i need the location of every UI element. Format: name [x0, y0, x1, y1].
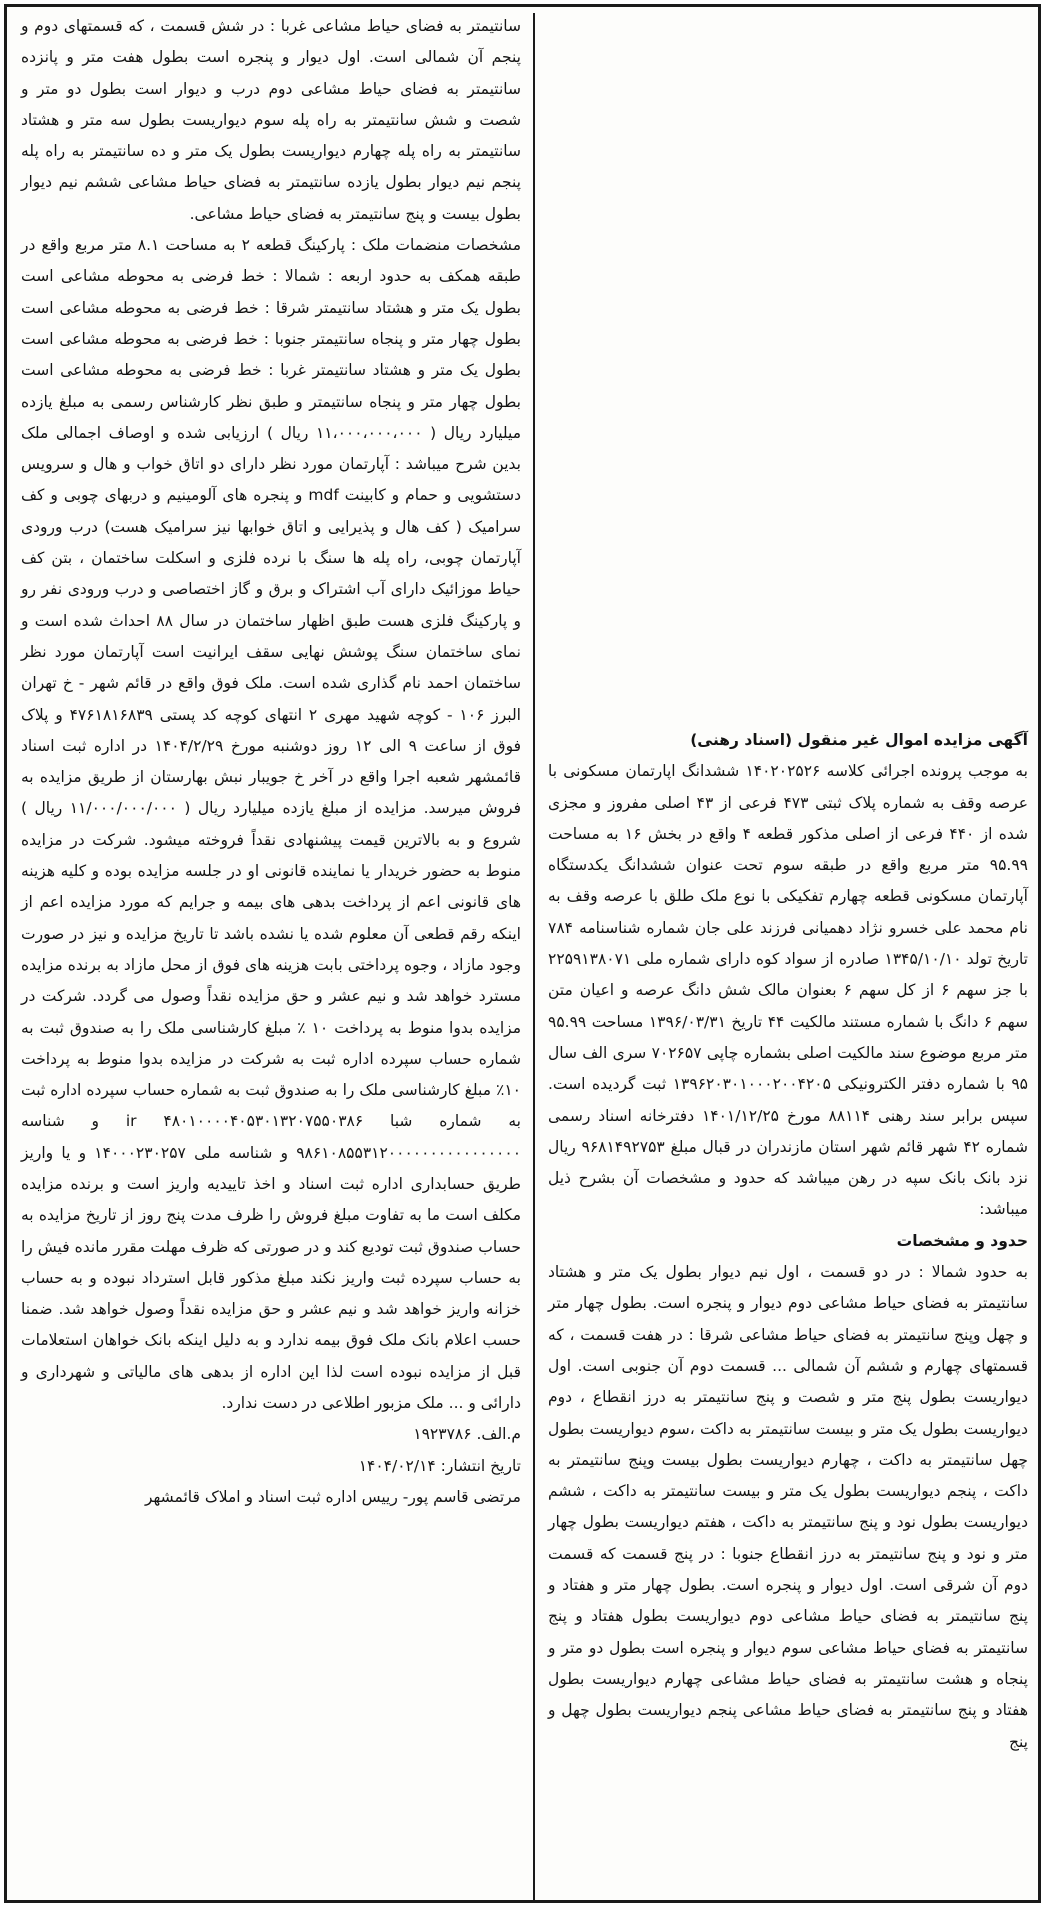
newspaper-clipping: [4, 4, 1041, 1903]
column-divider: [533, 13, 535, 1900]
right-column: [544, 725, 1034, 1897]
left-paragraph-2: مشخصات منضمات ملک : پارکینگ قطعه ۲ به مساحت ۸.۱ متر مربع واقع در طبقه همکف به حدود اربعه : شمالا : خط فرضی به محوطه مشاعی است بطول یک متر و هشتاد سانتیمتر شرقا : خط فرضی به محوطه مشاعی است بطول چهار متر و پنجاه سانتیمتر جنوبا : خط فرضی به محوطه مشاعی است بطول یک متر و هشتاد سانتیمتر غربا : خط فرضی به محوطه مشاعی است بطول چهار متر و پنجاه سانتیمتر و طبق نظر کارشناس رسمی به مبلغ یازده میلیارد ریال ( ۱۱،۰۰۰،۰۰۰،۰۰۰ ریال ) ارزیابی شده و اوصاف اجمالی ملک بدین شرح میباشد : آپارتمان مورد نظر دارای دو اتاق خواب و هال و سرویس دستشویی و حمام و کابینت mdf و پنجره های آلومینیم و دربهای چوبی و کف سرامیک ( کف هال و پذیرایی و اتاق خوابها نیز سرامیک هست) درب ورودی آپارتمان چوبی، راه پله ها سنگ با نرده فلزی و اسکلت ساختمان ، بتن کف حیاط موزائیک دارای آب اشتراک و برق و گاز اختصاصی و درب ورودی نفر رو و پارکینگ فلزی هست طبق اظهار ساختمان در سال ۸۸ احداث شده است و نمای ساختمان سنگ پوشش نهایی سقف ایرانیت است آپارتمان مورد نظر ساختمان احمد نام گذاری شده است. ملک فوق واقع در قائم شهر - خ تهران البرز ۱۰۶ - کوچه شهید مهری ۲ انتهای کوچه کد پستی ۴۷۶۱۸۱۶۸۳۹ و پلاک فوق از ساعت ۹ الی ۱۲ روز دوشنبه مورخ ۱۴۰۴/۲/۲۹ در اداره ثبت اسناد قائمشهر شعبه اجرا واقع در آخر خ جویبار نبش بهارستان از طریق مزایده به فروش میرسد. مزایده از مبلغ یازده میلیارد ریال ( ۱۱/۰۰۰/۰۰۰/۰۰۰ ریال ) شروع و به بالاترین قیمت پیشنهادی نقداً فروخته میشود. شرکت در مزایده منوط به حضور خریدار یا نماینده قانونی او در جلسه مزایده بوده و کلیه هزینه های قانونی اعم از پرداخت بدهی های بیمه و جرایم که مورد مزایده اعم از اینکه رقم قطعی آن معلوم شده یا نشده باشد تا تاریخ مزایده و نیز در صورت وجود مازاد ، وجوه پرداختی بابت هزینه های فوق از محل مازاد به برنده مزایده مسترد خواهد شد و نیم عشر و حق مزایده نقداً وصول می گردد. شرکت در مزایده بدوا منوط به پرداخت ۱۰ ٪ مبلغ کارشناسی ملک را به صندوق ثبت به شماره حساب سپرده اداره ثبت به شرکت در مزایده بدوا منوط به پرداخت ۱۰٪ مبلغ کارشناسی ملک را به صندوق ثبت به شماره حساب سپرده اداره ثبت به شماره شبا ۴۸۰۱۰۰۰۰۴۰۵۳۰۱۳۲۰۷۵۵۰۳۸۶ ir و شناسه ۹۸۶۱۰۸۵۵۳۱۲۰۰۰۰۰۰۰۰۰۰۰۰۰۰۰۰ و شناسه ملی ۱۴۰۰۰۲۳۰۲۵۷ و یا واریز طریق حسابداری اداره ثبت اسناد و اخذ تاییدیه واریز است و برنده مزایده مکلف است ما به تفاوت مبلغ فروش را ظرف مدت پنج روز از تاریخ مزایده به حساب صندوق ثبت تودیع کند و در صورتی که ظرف مهلت مقرر مانده فیش را به حساب سپرده ثبت واریز نکند مبلغ مذکور قابل استرداد نبوده و به حساب خزانه واریز خواهد شد و نیم عشر و حق مزایده نقداً وصول خواهد شد. ضمنا حسب اعلام بانک ملک فوق بیمه ندارد و به دلیل اینکه بانک خواهان استعلامات قبل از مزایده نبوده است لذا این اداره از بدهی های مالیاتی و شهرداری و دارائی و ... ملک مزبور اطلاعی در دست ندارد.: [21, 236, 522, 1413]
boundaries-text: به حدود شمالا : در دو قسمت ، اول نیم دیوار بطول یک متر و هشتاد سانتیمتر به فضای حیاط مشاعی دوم دیوار و پنجره است. بطول چهار متر و چهل وپنج سانتیمتر به فضای حیاط مشاعی شرقا : در هفت قسمت ، که قسمتهای چهارم و ششم آن شمالی ... قسمت دوم آن جنوبی است. اول دیواریست بطول پنج متر و شصت و پنج سانتیمتر به درز انقطاع ، دوم دیواریست بطول یک متر و بیست سانتیمتر به داکت ،سوم دیواریست بطول چهل سانتیمتر به داکت ، چهارم دیواریست بطول بیست وپنج سانتیمتر به داکت ، پنجم دیواریست بطول یک متر و بیست سانتیمتر به داکت ، ششم دیواریست بطول نود و پنج سانتیمتر به داکت ، هفتم دیواریست بطول چهار متر و نود و پنج سانتیمتر به درز انقطاع جنوبا : در پنج قسمت که قسمت دوم آن شرقی است. اول دیوار و پنجره است. بطول چهار متر و هفتاد و پنج سانتیمتر به فضای حیاط مشاعی دوم دیواریست بطول هفتاد و پنج سانتیمتر به فضای حیاط مشاعی سوم دیوار و پنجره است بطول دو متر و پنجاه و هشت سانتیمتر به فضای حیاط مشاعی چهارم دیواریست بطول هفتاد و پنج سانتیمتر به فضای حیاط مشاعی پنجم دیواریست بطول چهل و پنج: [548, 1263, 1028, 1751]
notice-title: آگهی مزایده اموال غیر منقول (اسناد رهنی): [690, 731, 1028, 749]
left-paragraph-1: سانتیمتر به فضای حیاط مشاعی غربا : در شش قسمت ، که قسمتهای دوم و پنجم آن شمالی است. اول دیوار و پنجره است بطول هفت متر و پانزده سانتیمتر به فضای حیاط مشاعی دوم درب و دیوار است بطول دو متر و شصت و شش سانتیمتر به راه پله سوم دیواریست بطول سه متر و هشتاد سانتیمتر به راه پله چهارم دیواریست بطول یک متر و ده سانتیمتر به راه پله پنجم نیم دیوار بطول یازده سانتیمتر به فضای حیاط مشاعی ششم نیم دیوار بطول بیست و پنج سانتیمتر به فضای حیاط مشاعی.: [21, 17, 521, 223]
signature-line: مرتضی قاسم پور- رییس اداره ثبت اسناد و املاک قائمشهر: [144, 1487, 521, 1506]
notice-intro: به موجب پرونده اجرائی کلاسه ۱۴۰۲۰۲۵۲۶ ششدانگ اپارتمان مسکونی با عرصه وقف به شماره پلاک ثبتی ۴۷۳ فرعی از ۴۳ اصلی مفروز و مجزی شده از ۴۴۰ فرعی از اصلی مذکور قطعه ۴ واقع در بخش ۱۶ به مساحت ۹۵.۹۹ متر مربع واقع در طبقه سوم تحت عنوان ششدانگ یکدستگاه آپارتمان مسکونی قطعه چهارم تفکیکی با نوع ملک طلق با عرصه وقف به نام محمد علی خسرو نژاد دهمیانی فرزند علی جان شماره شناسنامه ۷۸۴ تاریخ تولد ۱۳۴۵/۱۰/۱۰ صادره از سواد کوه دارای شماره ملی ۲۲۵۹۱۳۸۰۷۱ با جز سهم ۶ از کل سهم ۶ بعنوان مالک شش دانگ عرصه و اعیان متن سهم ۶ دانگ با شماره مستند مالکیت ۴۴ تاریخ ۱۳۹۶/۰۳/۳۱ مساحت ۹۵.۹۹ متر مربع موضوع سند مالکیت اصلی بشماره چاپی ۷۰۲۶۵۷ سری الف سال ۹۵ با شماره دفتر الکترونیکی ۱۳۹۶۲۰۳۰۱۰۰۰۲۰۰۴۲۰۵ ثبت گردیده است. سپس برابر سند رهنی ۸۸۱۱۴ مورخ ۱۴۰۱/۱۲/۲۵ دفترخانه اسناد رسمی شماره ۴۲ شهر قائم شهر استان مازندران در قبال مبلغ ۹۶۸۱۴۹۲۷۵۳ ریال نزد بانک بانک سپه در رهن میباشد که حدود و مشخصات آن بشرح ذیل میباشد:: [548, 762, 1029, 1219]
publication-date: تاریخ انتشار: ۱۴۰۴/۰۲/۱۴: [358, 1456, 521, 1475]
left-column: [17, 11, 529, 1897]
boundaries-heading: حدود و مشخصات: [896, 1231, 1028, 1250]
announcement-code: م.الف. ۱۹۲۳۷۸۶: [413, 1425, 521, 1444]
